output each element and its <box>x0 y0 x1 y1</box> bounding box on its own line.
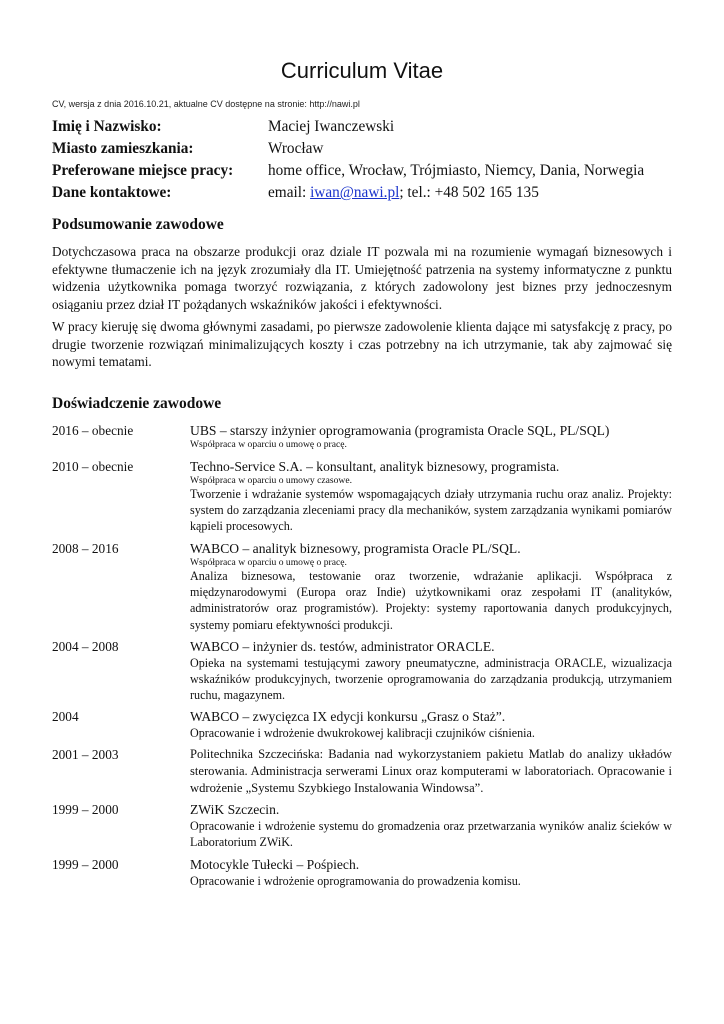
contact-value <box>268 182 539 204</box>
experience-description: Opracowanie i wdrożenie oprogramowania do prowadzenia komisu. <box>190 874 521 888</box>
experience-body <box>190 422 672 450</box>
name-label: Imię i Nazwisko: <box>52 118 162 135</box>
experience-date: 1999 – 2000 <box>52 857 119 872</box>
experience-contract-note: Współpraca w oparciu o umowę o pracę. <box>190 439 347 450</box>
experience-contract-note: Współpraca w oparciu o umowy czasowe. <box>190 475 352 486</box>
name-value: Maciej Iwanczewski <box>268 118 395 135</box>
experience-body <box>190 458 672 535</box>
experience-body <box>190 746 672 797</box>
experience-date: 2004 <box>52 709 79 724</box>
email-link[interactable]: iwan@nawi.pl <box>310 184 400 201</box>
summary-heading: Podsumowanie zawodowe <box>52 216 224 233</box>
experience-title: Techno-Service S.A. – konsultant, analityk biznesowy, programista. <box>190 459 560 474</box>
experience-date: 2016 – obecnie <box>52 423 134 438</box>
document-title: Curriculum Vitae <box>280 58 444 83</box>
experience-body <box>190 540 672 633</box>
experience-description: Tworzenie i wdrażanie systemów wspomagających działy utrzymania ruchu oraz analiz. Projekty: system do zarządzania zleceniami pracy dla mechaników, system zarządzania wynikami pomiarów kąpieli procesowych. <box>190 487 672 534</box>
info-row-city <box>52 138 692 160</box>
experience-heading: Doświadczenie zawodowe <box>52 395 222 412</box>
summary-paragraph-2: W pracy kieruję się dwoma głównymi zasadami, po pierwsze zadowolenie klienta dające mi satysfakcję z pracy, po drugie tworzenie rozwiązań minimalizujących koszty i czas potrzebny na ich utrzymanie, tak aby zajmować się nowymi tematami. <box>52 319 672 369</box>
experience-body <box>190 638 672 704</box>
experience-contract-note: Współpraca w oparciu o umowę o pracę. <box>190 557 347 568</box>
city-value: Wrocław <box>268 140 324 157</box>
experience-body <box>190 856 672 889</box>
experience-title: WABCO – zwycięzca IX edycji konkursu „Grasz o Staż”. <box>190 709 506 724</box>
phone-value: ; tel.: +48 502 165 135 <box>399 184 539 201</box>
experience-description: Analiza biznesowa, testowanie oraz tworzenie, wdrażanie aplikacji. Współpraca z międzynarodowymi (Europa oraz Indie) użytkownikami oraz zespołami IT (analityków, administratorów oraz programistów). Projekty: systemy raportowania danych produkcyjnych, systemy pomiaru efektywności produkcji. <box>190 569 672 632</box>
experience-description: Opracowanie i wdrożenie dwukrokowej kalibracji czujników ciśnienia. <box>190 726 535 740</box>
city-label: Miasto zamieszkania: <box>52 140 194 157</box>
info-row-name <box>52 116 692 138</box>
experience-description: Politechnika Szczecińska: Badania nad wykorzystaniem pakietu Matlab do analizy układów sterowania. Administracja serwerami Linux oraz komputerami w laboratoriach. Opracowanie i wdrożenie „Systemu Szybkiego Instalowania Windowsa”. <box>190 747 672 795</box>
contact-label: Dane kontaktowe: <box>52 184 172 201</box>
experience-title: ZWiK Szczecin. <box>190 802 280 817</box>
email-prefix: email: <box>268 184 311 201</box>
workplace-value: home office, Wrocław, Trójmiasto, Niemcy, Dania, Norwegia <box>268 162 645 179</box>
experience-description: Opracowanie i wdrożenie systemu do gromadzenia oraz przetwarzania wyników analiz ścieków w Laboratorium ZWiK. <box>190 819 672 850</box>
info-row-contact <box>52 182 692 204</box>
experience-description: Opieka na systemami testującymi zawory pneumatyczne, administracja ORACLE, wizualizacja wskaźników produkcyjnych, tworzenie oprogramowania do zarządzania produkcją, utrzymaniem ruchu, magazynem. <box>190 656 672 703</box>
experience-title: WABCO – analityk biznesowy, programista Oracle PL/SQL. <box>190 541 521 556</box>
workplace-label: Preferowane miejsce pracy: <box>52 162 234 179</box>
experience-date: 1999 – 2000 <box>52 802 119 817</box>
experience-date: 2010 – obecnie <box>52 459 134 474</box>
personal-info <box>52 116 692 204</box>
experience-body <box>190 708 672 741</box>
experience-body <box>190 801 672 850</box>
summary-paragraph-1: Dotychczasowa praca na obszarze produkcji oraz dziale IT pozwala mi na rozumienie wymagań biznesowych i efektywne tłumaczenie ich na język zrozumiały dla IT. Umiejętność patrzenia na systemy informatyczne z punktu widzenia użytkownika pomaga tworzyć rozwiązania, z których zadowolony jest biznes przy jednoczesnym osiąganiu przez dział IT pożądanych wskaźników jakości i efektywności. <box>52 244 672 312</box>
experience-title: Motocykle Tułecki – Pośpiech. <box>190 857 360 872</box>
experience-title: UBS – starszy inżynier oprogramowania (programista Oracle SQL, PL/SQL) <box>190 423 610 438</box>
experience-date: 2004 – 2008 <box>52 639 119 654</box>
experience-date: 2008 – 2016 <box>52 541 119 556</box>
experience-title: WABCO – inżynier ds. testów, administrator ORACLE. <box>190 639 495 654</box>
version-note: CV, wersja z dnia 2016.10.21, aktualne CV dostępne na stronie: http://nawi.pl <box>52 99 360 109</box>
info-row-workplace <box>52 160 692 182</box>
experience-date: 2001 – 2003 <box>52 747 119 762</box>
